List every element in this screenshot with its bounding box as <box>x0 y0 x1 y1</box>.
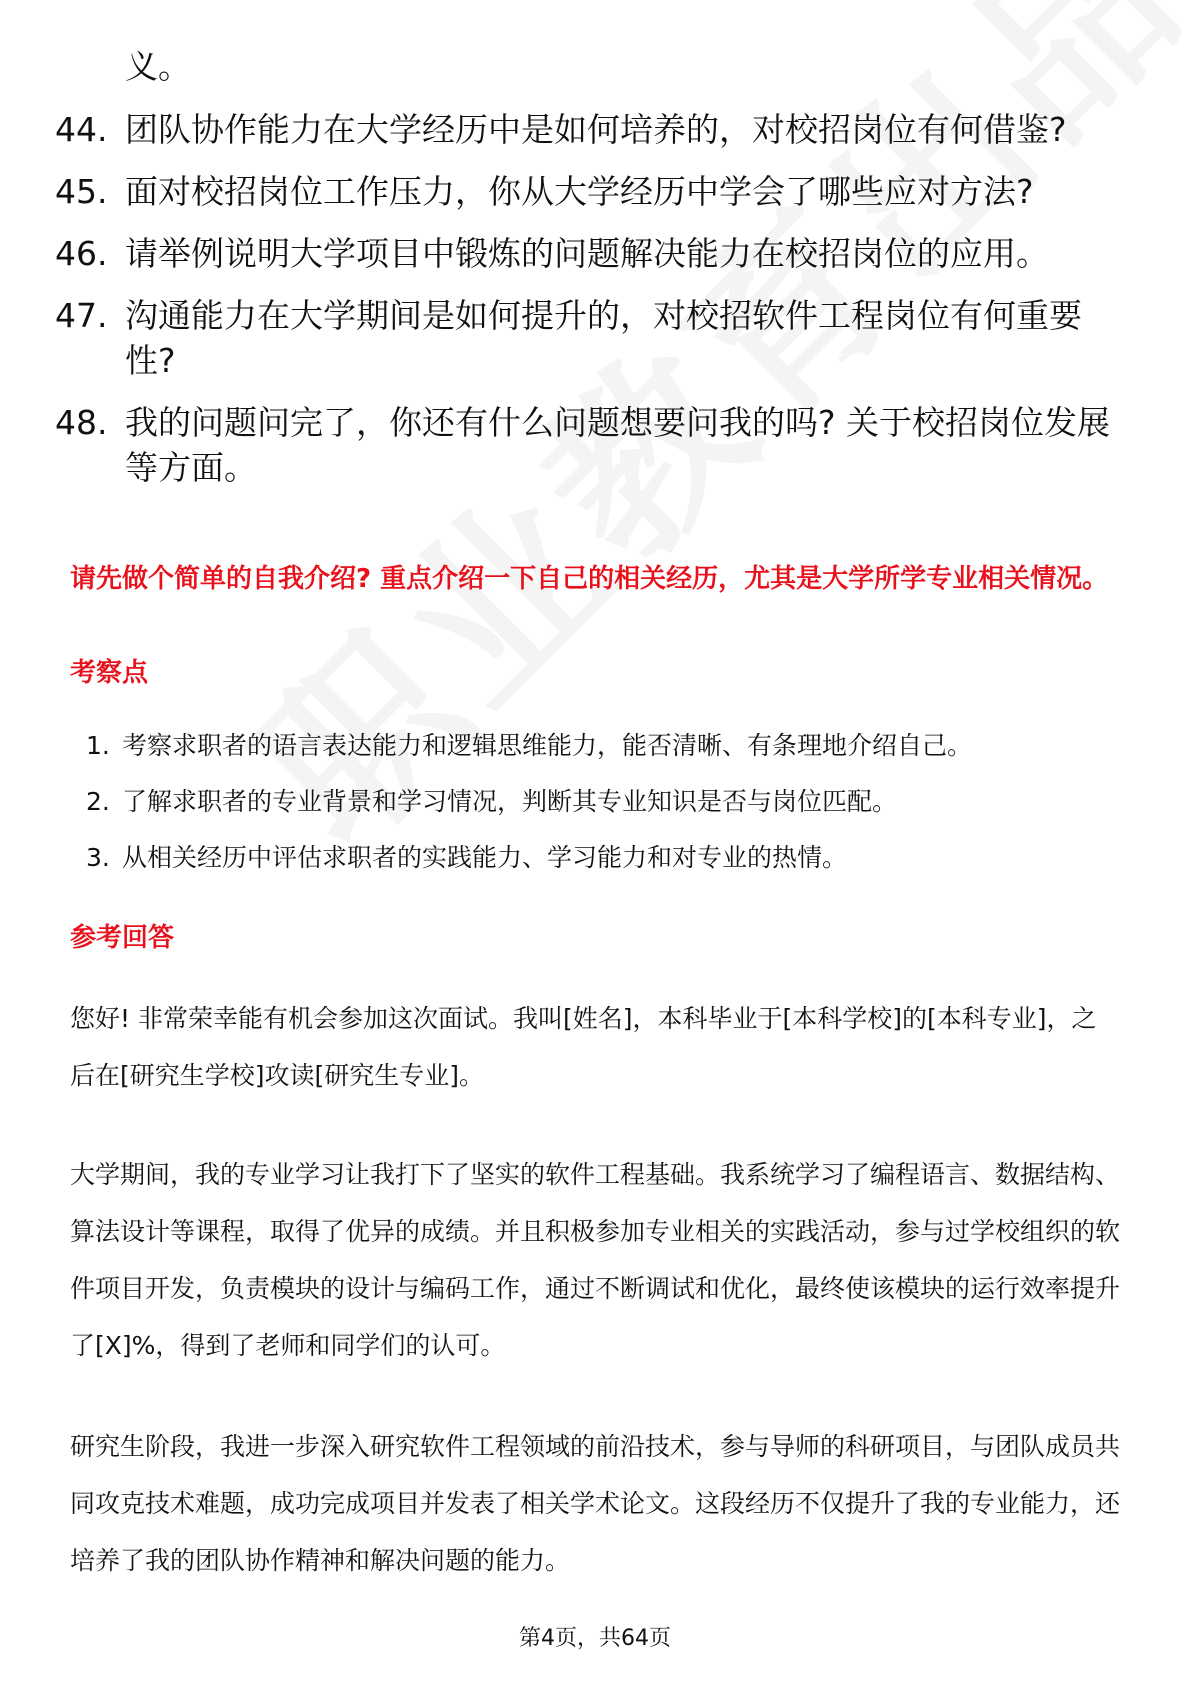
list-item <box>55 107 1115 152</box>
list-item-text: 团队协作能力在大学经历中是如何培养的，对校招岗位有何借鉴? <box>125 110 1067 149</box>
page-footer: 第4页，共64页 <box>519 1626 671 1651</box>
inspection-points <box>86 728 1126 896</box>
inspection-point <box>86 840 1126 876</box>
list-item <box>55 293 1115 383</box>
list-item-number: 48. <box>55 403 108 442</box>
list-item-text: 请举例说明大学项目中锻炼的问题解决能力在校招岗位的应用。 <box>125 234 1049 273</box>
point-text: 考察求职者的语言表达能力和逻辑思维能力，能否清晰、有条理地介绍自己。 <box>122 731 973 760</box>
answer-paragraph: 大学期间，我的专业学习让我打下了坚实的软件工程基础。我系统学习了编程语言、数据结构、算法设计等课程，取得了优异的成绩。并且积极参加专业相关的实践活动，参与过学校组织的软件项目开发，负责模块的设计与编码工作，通过不断调试和优化，最终使该模块的运行效率提升了[X]%，得到了老师和同学们的认可。 <box>70 1160 1121 1360</box>
point-number: 2. <box>86 787 110 816</box>
answer-paragraph: 研究生阶段，我进一步深入研究软件工程领域的前沿技术，参与导师的科研项目，与团队成员共同攻克技术难题，成功完成项目并发表了相关学术论文。这段经历不仅提升了我的专业能力，还培养了我的团队协作精神和解决问题的能力。 <box>70 1432 1121 1575</box>
list-item-text: 面对校招岗位工作压力，你从大学经历中学会了哪些应对方法? <box>125 172 1034 211</box>
point-text: 从相关经历中评估求职者的实践能力、学习能力和对专业的热情。 <box>122 843 848 872</box>
point-number: 1. <box>86 731 110 760</box>
list-item-number: 46. <box>55 234 108 273</box>
list-item-text: 我的问题问完了，你还有什么问题想要问我的吗? 关于校招岗位发展等方面。 <box>125 403 1111 487</box>
list-item <box>55 231 1115 276</box>
list-item-number: 45. <box>55 172 108 211</box>
answer-paragraph: 您好! 非常荣幸能有机会参加这次面试。我叫[姓名]，本科毕业于[本科学校]的[本科专业]，之后在[研究生学校]攻读[研究生专业]。 <box>70 1004 1097 1090</box>
list-item-text: 沟通能力在大学期间是如何提升的，对校招软件工程岗位有何重要性? <box>125 296 1082 380</box>
answer-heading: 参考回答 <box>70 923 175 953</box>
inspection-point <box>86 784 1126 820</box>
list-item-number: 44. <box>55 110 108 149</box>
point-text: 了解求职者的专业背景和学习情况，判断其专业知识是否与岗位匹配。 <box>122 787 898 816</box>
point-number: 3. <box>86 843 110 872</box>
inspection-point <box>86 728 1126 764</box>
list-item <box>55 400 1115 490</box>
question-heading: 请先做个简单的自我介绍? 重点介绍一下自己的相关经历，尤其是大学所学专业相关情况。 <box>70 564 1109 594</box>
list-continuation: 义。 <box>125 47 191 86</box>
inspection-heading: 考察点 <box>70 658 149 688</box>
question-list <box>55 44 1115 507</box>
list-item-number: 47. <box>55 296 108 335</box>
list-item <box>55 169 1115 214</box>
